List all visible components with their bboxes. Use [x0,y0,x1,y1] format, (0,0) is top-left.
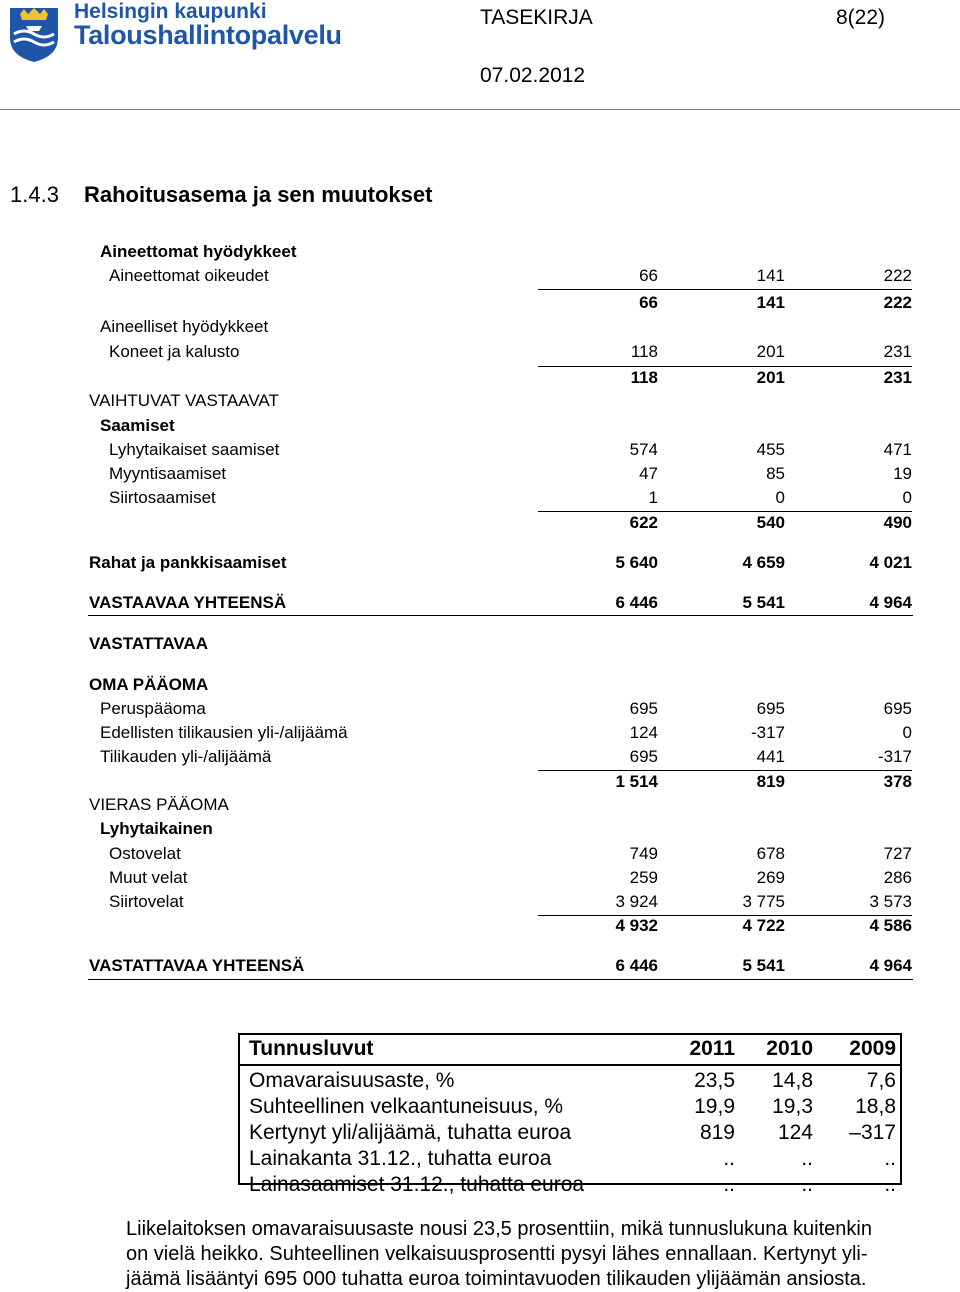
value-cell: 222 [883,266,912,285]
key-figures-divider [240,1064,900,1066]
subtotal-rule [538,366,912,367]
paragraph-line: jäämä lisääntyi 695 000 tuhatta euroa toimintavuoden tilikauden ylijäämän ansiosta. [126,1268,867,1290]
table-row [0,867,960,889]
key-figures-header [240,1036,904,1062]
year-2011: 2011 [689,1037,735,1060]
key-figure-value: 19,3 [772,1095,813,1118]
value-cell: 201 [756,368,785,387]
value-cell: 678 [756,844,785,863]
value-cell: 4 932 [615,916,658,935]
value-cell: 695 [629,699,658,718]
value-cell: 222 [883,293,912,312]
key-figures-title: Tunnusluvut [249,1037,374,1060]
table-row [0,674,960,696]
key-figure-row [240,1068,904,1094]
row-label: Siirtosaamiset [109,488,216,507]
table-row [0,633,960,655]
table-row [0,843,960,865]
value-cell: 1 514 [615,772,658,791]
key-figure-value: .. [884,1173,896,1196]
table-row [0,390,960,412]
key-figure-label: Lainakanta 31.12., tuhatta euroa [249,1147,552,1170]
table-row [0,915,960,937]
table-row [0,794,960,816]
key-figure-value: 819 [699,1121,735,1144]
key-figure-row [240,1094,904,1120]
value-cell: 0 [902,488,912,507]
table-row [0,698,960,720]
value-cell: 1 [648,488,658,507]
value-cell: 6 446 [615,593,658,612]
table-row [0,415,960,437]
row-label: Ostovelat [109,844,181,863]
org-name-city: Helsingin kaupunki [74,0,267,23]
table-row [0,316,960,338]
table-row [0,439,960,461]
value-cell: 19 [893,464,912,483]
key-figure-value: 124 [777,1121,813,1144]
value-cell: 819 [756,772,785,791]
document-title: TASEKIRJA [480,6,593,29]
row-label: Muut velat [109,868,188,887]
total-rule [88,979,913,980]
key-figure-label: Omavaraisuusaste, % [249,1069,455,1092]
subtotal-rule [538,770,912,771]
row-label: VAIHTUVAT VASTAAVAT [89,391,279,410]
table-row [0,487,960,509]
value-cell: 47 [639,464,658,483]
org-name-unit: Taloushallintopalvelu [74,20,342,50]
value-cell: -317 [877,747,912,766]
value-cell: 66 [639,266,658,285]
paragraph-line: on vielä heikko. Suhteellinen velkaisuusprosentti pysyi lähes ennallaan. Kertynyt yli- [126,1243,868,1265]
value-cell: 4 964 [869,593,912,612]
value-cell: 3 924 [615,892,658,911]
value-cell: 695 [629,747,658,766]
key-figure-label: Lainasaamiset 31.12., tuhatta euroa [249,1173,585,1196]
value-cell: 695 [756,699,785,718]
table-row [0,463,960,485]
value-cell: 118 [630,342,658,361]
row-label: Aineettomat oikeudet [109,266,269,285]
value-cell: 124 [629,723,658,742]
key-figure-value: .. [723,1147,735,1170]
value-cell: 5 541 [742,956,785,975]
key-figure-row [240,1172,904,1198]
key-figure-label: Suhteellinen velkaantuneisuus, % [249,1095,564,1118]
table-row [0,552,960,574]
subtotal-rule [538,915,912,916]
row-label: VIERAS PÄÄOMA [89,795,229,814]
document-date: 07.02.2012 [480,64,586,87]
key-figure-value: .. [723,1173,735,1196]
key-figure-row [240,1120,904,1146]
value-cell: 3 573 [869,892,912,911]
table-row [0,367,960,389]
key-figure-value: 14,8 [772,1069,813,1092]
table-row [0,955,960,977]
section-title: Rahoitusasema ja sen muutokset [84,182,433,207]
row-label: Siirtovelat [109,892,184,911]
row-label: Lyhytaikaiset saamiset [109,440,280,459]
key-figures-table [238,1033,902,1196]
value-cell: 5 541 [742,593,785,612]
table-row [0,241,960,263]
key-figure-value: 19,9 [694,1095,735,1118]
row-label: Tilikauden yli-/alijäämä [100,747,272,766]
value-cell: 286 [883,868,912,887]
value-cell: 4 659 [742,553,785,572]
key-figure-label: Kertynyt yli/alijäämä, tuhatta euroa [249,1121,572,1144]
value-cell: -317 [750,723,785,742]
row-label: Myyntisaamiset [109,464,227,483]
year-2009: 2009 [849,1037,896,1060]
row-label: Edellisten tilikausien yli-/alijäämä [100,723,348,742]
value-cell: 4 586 [869,916,912,935]
table-row [0,771,960,793]
table-row [0,891,960,913]
value-cell: 378 [883,772,912,791]
commentary-paragraph [126,1217,960,1292]
header-divider [0,109,960,110]
table-row [0,722,960,744]
value-cell: 269 [756,868,785,887]
row-label: Lyhytaikainen [100,819,213,838]
value-cell: 749 [629,844,658,863]
row-label: Aineelliset hyödykkeet [100,317,269,336]
value-cell: 622 [629,513,658,532]
value-cell: 574 [629,440,658,459]
row-label: OMA PÄÄOMA [89,675,209,694]
value-cell: 201 [756,342,785,361]
row-label: VASTATTAVAA [89,634,208,653]
key-figure-value: 18,8 [855,1095,896,1118]
value-cell: 471 [883,440,912,459]
key-figure-row [240,1146,904,1172]
value-cell: 231 [883,368,912,387]
value-cell: 85 [766,464,785,483]
row-label: Saamiset [100,416,175,435]
value-cell: 4 964 [869,956,912,975]
row-label: Peruspääoma [100,699,206,718]
row-label: VASTATTAVAA YHTEENSÄ [89,956,305,975]
value-cell: 141 [756,293,785,312]
value-cell: 5 640 [615,553,658,572]
paragraph-line: Liikelaitoksen omavaraisuusaste nousi 23,5 prosenttiin, mikä tunnuslukuna kuitenkin [126,1218,872,1240]
value-cell: 455 [756,440,785,459]
row-label: VASTAAVAA YHTEENSÄ [89,593,287,612]
key-figure-value: .. [801,1173,813,1196]
row-label: Koneet ja kalusto [109,342,240,361]
key-figure-value: .. [801,1147,813,1170]
row-label: Rahat ja pankkisaamiset [89,553,287,572]
table-row [0,746,960,768]
value-cell: 441 [756,747,785,766]
table-row [0,341,960,363]
year-2010: 2010 [766,1037,813,1060]
value-cell: 259 [629,868,658,887]
subtotal-rule [538,511,912,512]
page-number: 8(22) [836,6,886,29]
value-cell: 490 [883,513,912,532]
value-cell: 3 775 [742,892,785,911]
value-cell: 66 [639,293,658,312]
value-cell: 4 021 [869,553,912,572]
table-row [0,512,960,534]
value-cell: 141 [756,266,785,285]
table-row [0,265,960,287]
table-row [0,818,960,840]
value-cell: 0 [775,488,785,507]
row-label: Aineettomat hyödykkeet [100,242,297,261]
value-cell: 0 [902,723,912,742]
value-cell: 231 [883,342,912,361]
total-rule [88,615,913,616]
key-figure-value: –317 [849,1121,896,1144]
helsinki-crest-icon [6,4,62,64]
value-cell: 727 [883,844,912,863]
key-figure-value: 23,5 [694,1069,735,1092]
value-cell: 540 [756,513,785,532]
subtotal-rule [538,289,912,290]
value-cell: 4 722 [742,916,785,935]
value-cell: 695 [883,699,912,718]
table-row [0,592,960,614]
section-heading [10,182,432,208]
value-cell: 6 446 [615,956,658,975]
section-number: 1.4.3 [10,182,59,207]
table-row [0,292,960,314]
key-figure-value: 7,6 [866,1069,896,1092]
value-cell: 118 [630,368,658,387]
key-figure-value: .. [884,1147,896,1170]
